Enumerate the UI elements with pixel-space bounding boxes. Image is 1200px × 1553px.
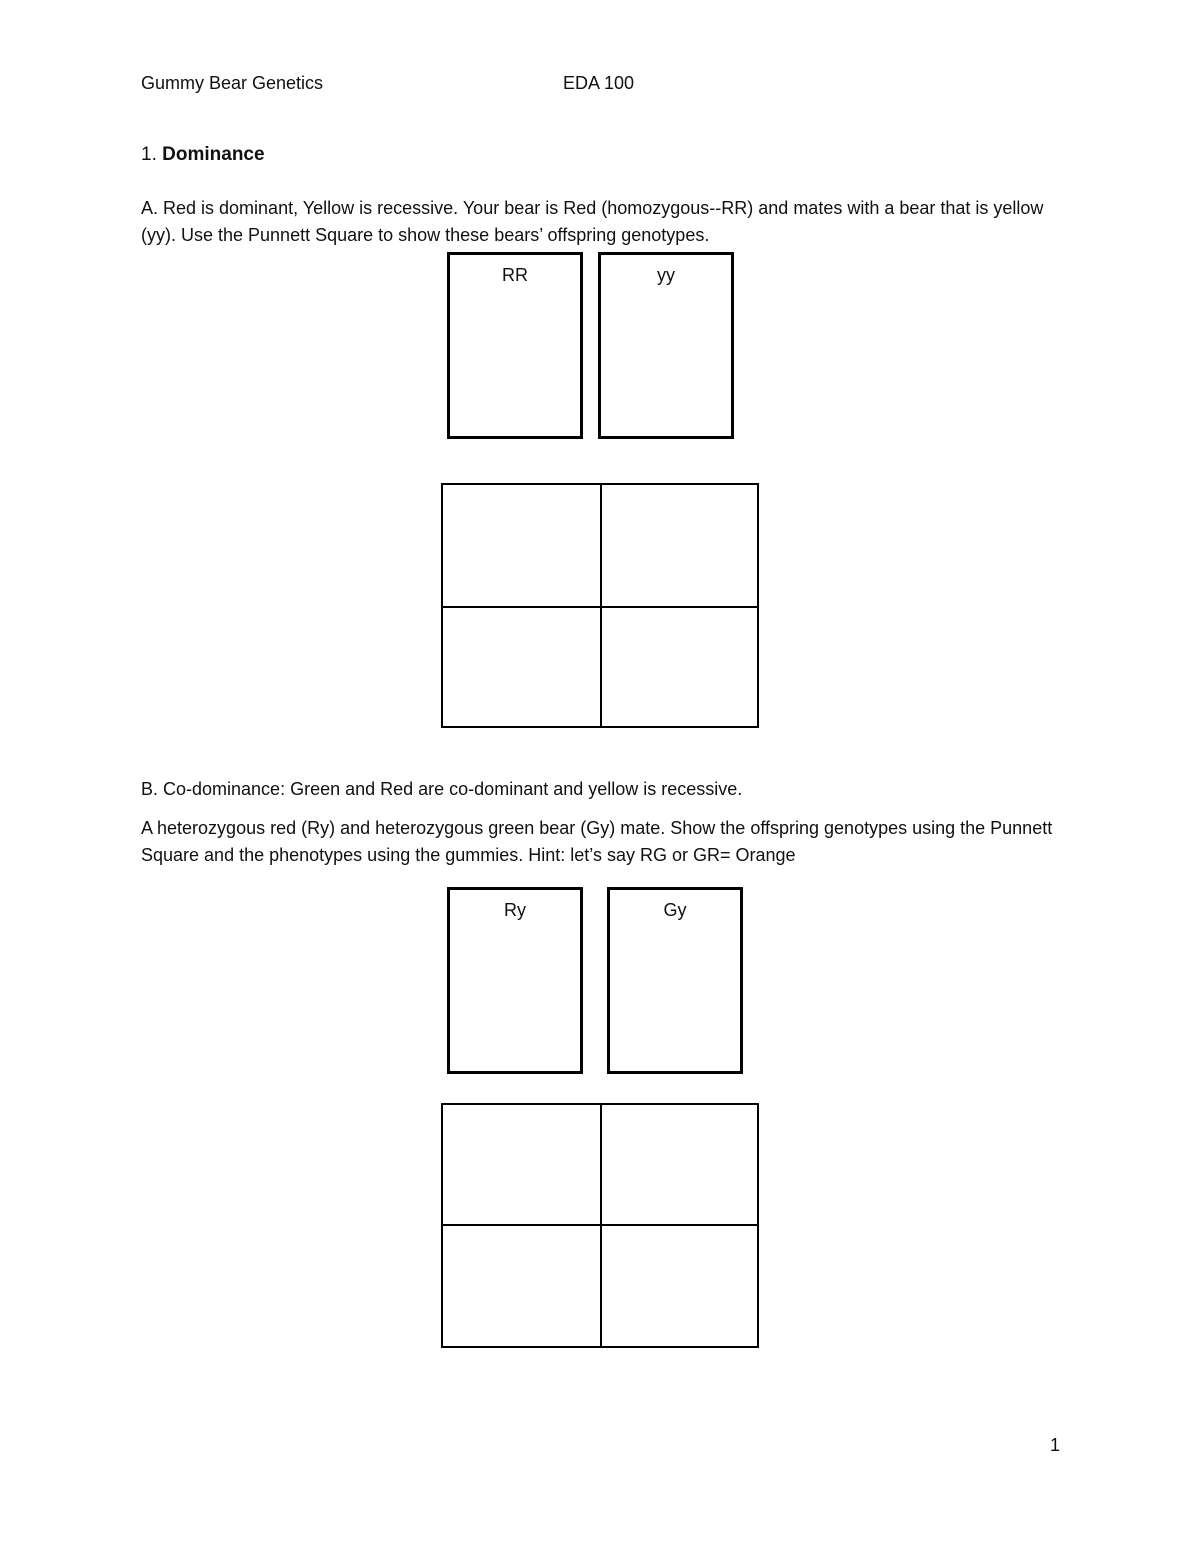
punnett-square-a — [441, 483, 759, 728]
parent-card-4 — [607, 887, 743, 1074]
part-b-instructions: A heterozygous red (Ry) and heterozygous green bear (Gy) mate. Show the offspring genotypes using the Punnett Square and the phenotypes using the gummies. Hint: let’s say RG or GR= Orange — [141, 818, 1053, 865]
parent-3-genotype: Ry — [504, 900, 526, 920]
parent-card-1 — [447, 252, 583, 439]
grid-divider-horizontal — [443, 1224, 757, 1226]
punnett-square-b — [441, 1103, 759, 1348]
parent-1-genotype: RR — [502, 265, 528, 285]
parent-4-genotype: Gy — [663, 900, 687, 920]
grid-divider-horizontal — [443, 606, 757, 608]
course-code: EDA 100 — [563, 73, 635, 93]
parent-card-2 — [598, 252, 734, 439]
part-b-intro: B. Co-dominance: Green and Red are co-dominant and yellow is recessive. — [141, 779, 743, 799]
document-title: Gummy Bear Genetics — [141, 73, 324, 93]
section-title: Dominance — [162, 144, 265, 165]
parent-card-3 — [447, 887, 583, 1074]
section-number: 1. — [141, 144, 157, 165]
page-number: 1 — [1049, 1435, 1060, 1455]
section-heading — [141, 144, 265, 166]
parent-2-genotype: yy — [657, 265, 675, 285]
part-a-instructions: A. Red is dominant, Yellow is recessive. Your bear is Red (homozygous--RR) and mates with a bear that is yellow (yy). Use the Punnett Square to show these bears’ offspring genotypes. — [141, 198, 1044, 245]
